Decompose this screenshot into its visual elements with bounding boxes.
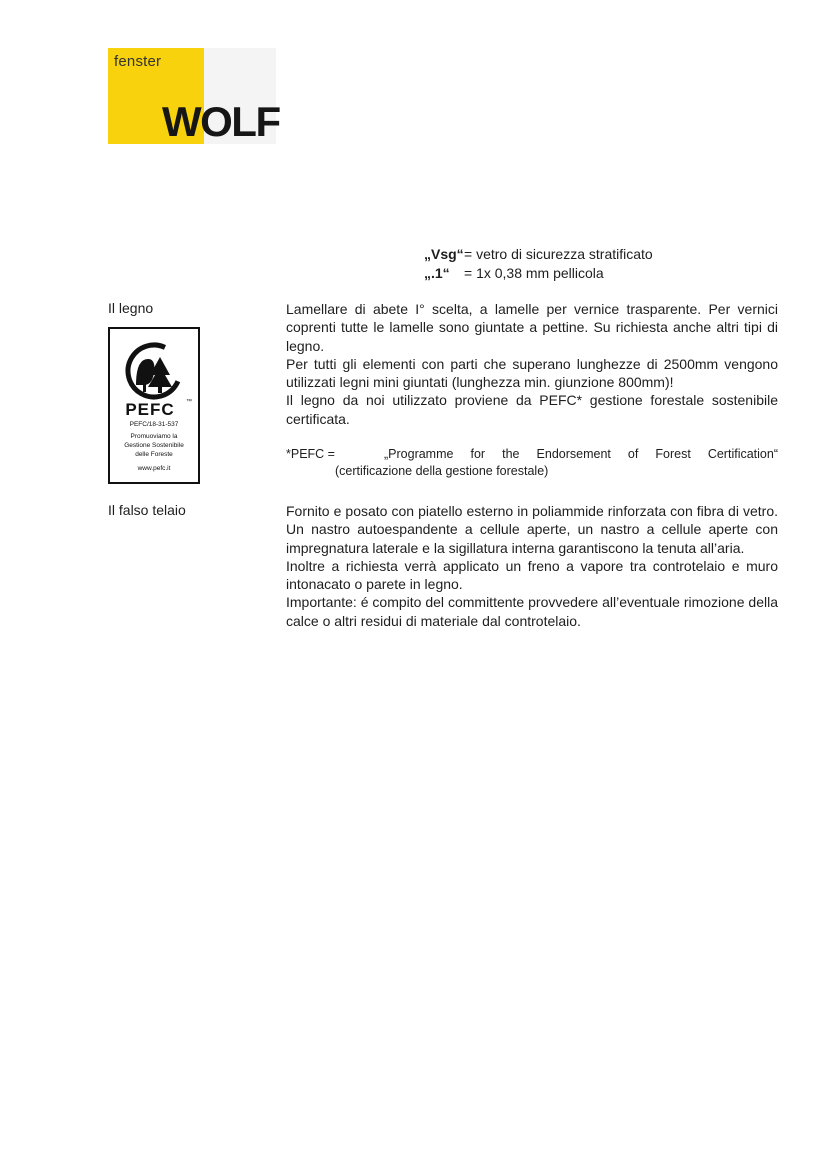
- pefc-tree-icon: [118, 335, 189, 406]
- pefc-line: delle Foreste: [135, 451, 173, 458]
- pefc-code: PEFC/18-31-537: [129, 421, 179, 428]
- footnote-row: [286, 446, 778, 463]
- footnote-key: *PEFC =: [286, 447, 335, 461]
- definition-term: „.1“: [424, 265, 450, 281]
- definition-desc: = 1x 0,38 mm pellicola: [464, 265, 604, 281]
- logo-small-text: fenster: [114, 53, 162, 70]
- definition-row: [424, 245, 653, 264]
- pefc-tm: ™: [186, 399, 192, 405]
- pefc-logo: [108, 327, 200, 484]
- section-label-falso-telaio: Il falso telaio: [108, 502, 186, 518]
- paragraph: Il legno da noi utilizzato proviene da PEFC* gestione forestale sostenibile certificata.: [286, 392, 778, 427]
- fenster-wolf-logo: [108, 48, 280, 145]
- section-text-falso-telaio: [286, 502, 778, 630]
- footnote-desc: „Programme for the Endorsement of Forest Certification“: [384, 447, 778, 461]
- glass-definitions: [424, 245, 653, 283]
- definition-term: „Vsg“: [424, 246, 464, 262]
- footnote-sub: (certificazione della gestione forestale): [335, 464, 549, 478]
- pefc-line: Promuoviamo la: [130, 433, 178, 440]
- logo-main-text: WOLF: [162, 98, 280, 145]
- definition-desc: = vetro di sicurezza stratificato: [464, 246, 653, 262]
- pefc-line: Gestione Sostenibile: [124, 442, 184, 449]
- pefc-url: www.pefc.it: [137, 465, 171, 472]
- section-text-legno: [286, 300, 778, 428]
- paragraph: Lamellare di abete I° scelta, a lamelle per vernice trasparente. Per vernici coprenti tutte le lamelle sono giuntate a pettine. Su richiesta anche altri tipi di legno.: [286, 301, 778, 354]
- pefc-name: PEFC: [125, 400, 175, 419]
- pefc-footnote: [286, 446, 778, 480]
- definition-row: [424, 264, 653, 283]
- paragraph: Importante: é compito del committente provvedere all’eventuale rimozione della calce o altri residui di materiale dal controtelaio.: [286, 594, 778, 629]
- paragraph: Per tutti gli elementi con parti che superano lunghezze di 2500mm vengono utilizzati legni mini giuntati (lunghezza min. giunzione 800mm)!: [286, 355, 778, 391]
- section-label-legno: Il legno: [108, 300, 154, 316]
- paragraph: Inoltre a richiesta verrà applicato un freno a vapore tra controtelaio e muro intonacato o parete in legno.: [286, 557, 778, 593]
- paragraph: Fornito e posato con piatello esterno in poliammide rinforzata con fibra di vetro. Un nastro autoespandente a cellule aperte, un nastro a cellule aperte con impregnatura laterale e la sigillatura interna garantiscono la tenuta all’aria.: [286, 503, 778, 556]
